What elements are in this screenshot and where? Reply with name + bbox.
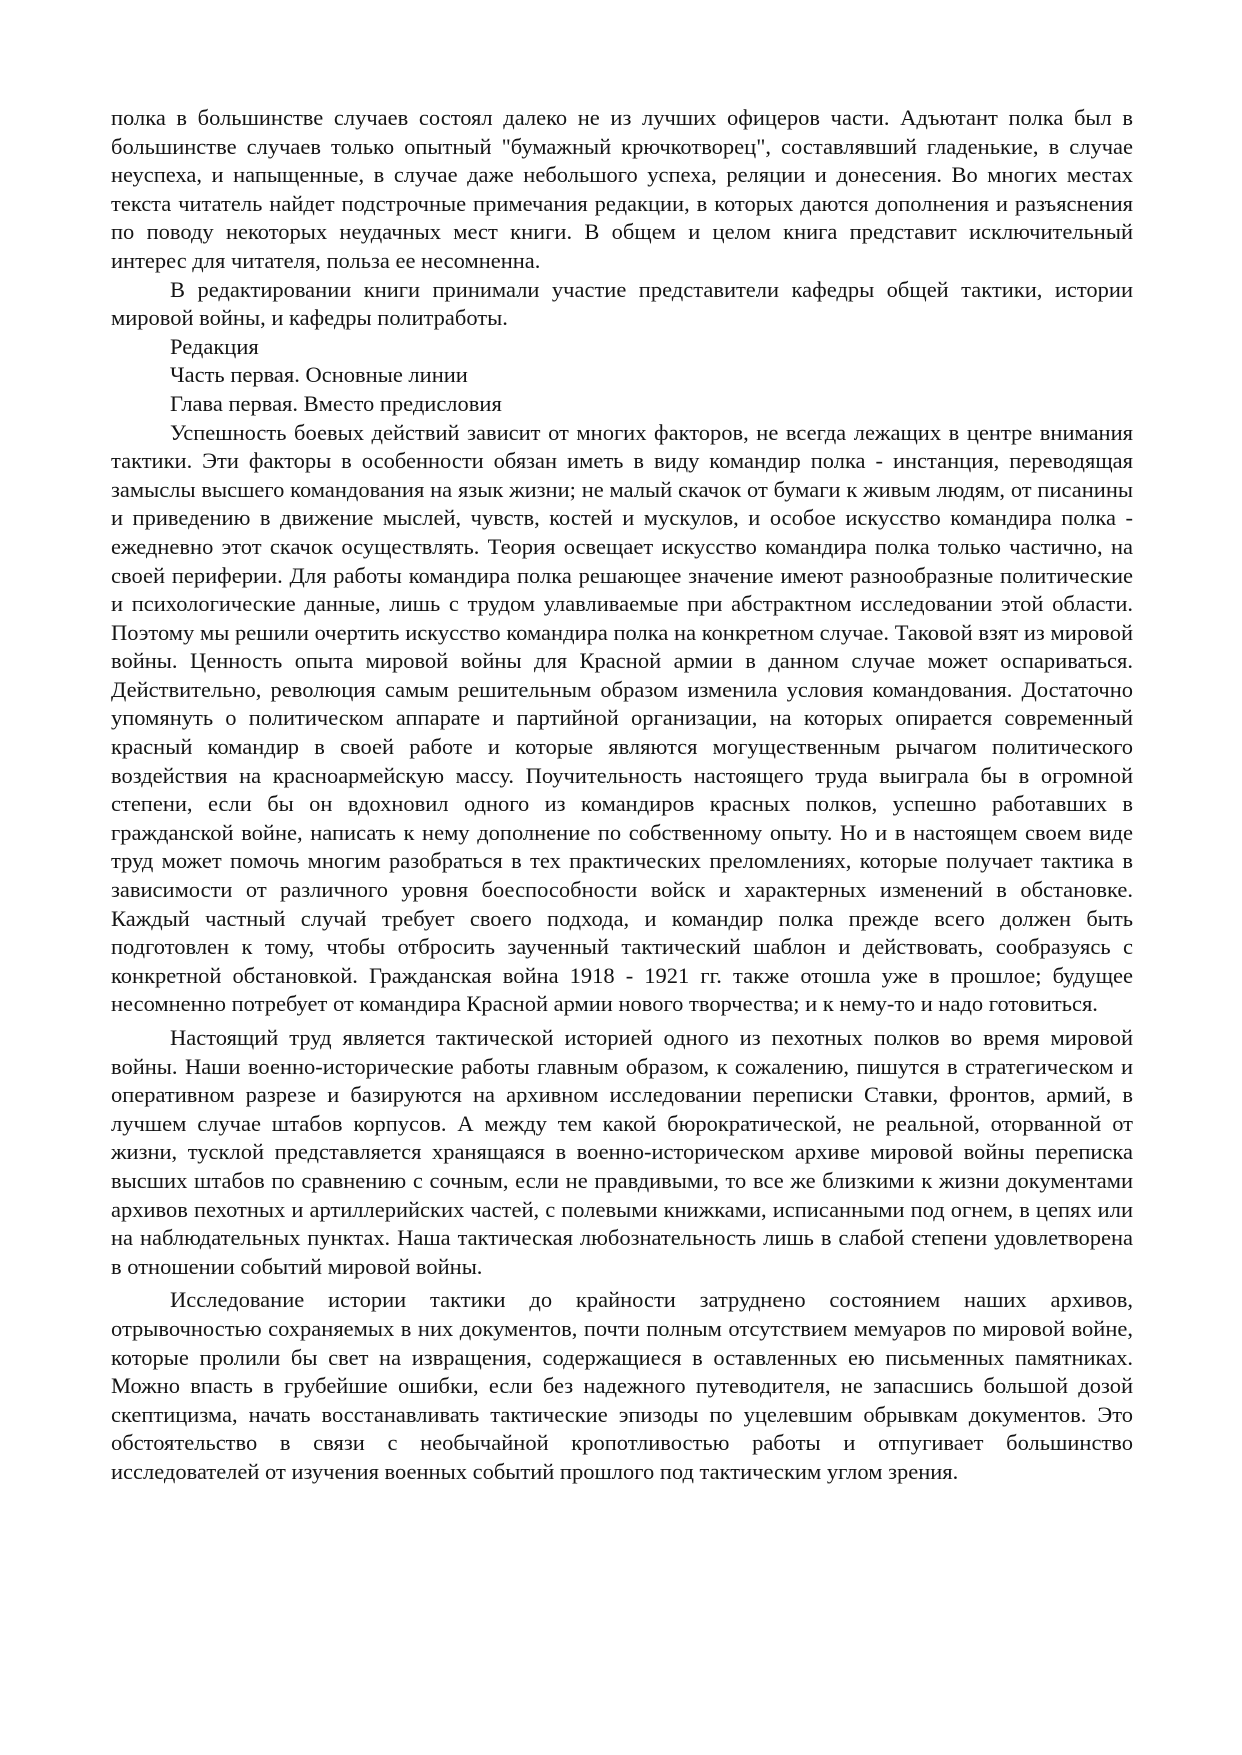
paragraph-success-factors: Успешность боевых действий зависит от многих факторов, не всегда лежащих в центре внимания тактики. Эти факторы в особенности обязан иметь в виду командир полка - инстанция, переводящая замыслы высшего командования на язык жизни; не малый скачок от бумаги к живым людям, от писанины и приведению в движение мыслей, чувств, костей и мускулов, и особое искусство командира полка - ежедневно этот скачок осуществлять. Теория освещает искусство командира полка только частично, на своей периферии. Для работы командира полка решающее значение имеют разнообразные политические и психологические данные, лишь с трудом улавливаемые при абстрактном исследовании этой области. Поэтому мы решили очертить искусство командира полка на конкретном случае. Таковой взят из мировой войны. Ценность опыта мировой войны для Красной армии в данном случае может оспариваться. Действительно, революция самым решительным образом изменила условия командования. Достаточно упомянуть о политическом аппарате и партийной организации, на которых опирается современный красный командир в своей работе и которые являются могущественным рычагом политического воздействия на красноармейскую массу. Поучительность настоящего труда выиграла бы в огромной степени, если бы он вдохновил одного из командиров красных полков, успешно работавших в гражданской войне, написать к нему дополнение по собственному опыту. Но и в настоящем своем виде труд может помочь многим разобраться в тех практических преломлениях, которые получает тактика в зависимости от различного уровня боеспособности войск и характерных изменений в обстановке. Каждый частный случай требует своего подхода, и командир полка прежде всего должен быть подготовлен к тому, чтобы отбросить заученный тактический шаблон и действовать, сообразуясь с конкретной обстановкой. Гражданская война 1918 - 1921 гг. также отошла уже в прошлое; будущее несомненно потребует от командира Красной армии нового творчества; и к нему-то и надо готовиться. [111,419,1133,1017]
paragraph-research-difficulty: Исследование истории тактики до крайности затруднено состоянием наших архивов, отрывочностью сохраняемых в них документов, почти полным отсутствием мемуаров по мировой войне, которые пролили бы свет на извращения, содержащиеся в оставленных ею письменных памятниках. Можно впасть в грубейшие ошибки, если без надежного путеводителя, не запасшись большой дозой скептицизма, начать восстанавливать тактические эпизоды по уцелевшим обрывкам документов. Это обстоятельство в связи с необычайной кропотливостью работы и отпугивает большинство исследователей от изучения военных событий прошлого под тактическим углом зрения. [111,1287,1133,1484]
paragraph-editing-note: В редактировании книги принимали участие представители кафедры общей тактики, истории мировой войны, и кафедры политработы. [111,276,1133,331]
paragraph-continuation: полка в большинстве случаев состоял далеко не из лучших офицеров части. Адъютант полка был в большинстве случаев только опытный "бумажный крючкотворец", составлявший гладенькие, в случае неуспеха, и напыщенные, в случае даже небольшого успеха, реляции и донесения. Во многих местах текста читатель найдет подстрочные примечания редакции, в которых даются дополнения и разъяснения по поводу некоторых неудачных мест книги. В общем и целом книга представит исключительный интерес для читателя, польза ее несомненна. [111,105,1133,273]
paragraph-tactical-history: Настоящий труд является тактической историей одного из пехотных полков во время мировой войны. Наши военно-исторические работы главным образом, к сожалению, пишутся в стратегическом и оперативном разрезе и базируются на архивном исследовании переписки Ставки, фронтов, армий, в лучшем случае штабов корпусов. А между тем какой бюрократической, не реальной, оторванной от жизни, тусклой представляется хранящаяся в военно-историческом архиве мировой войны переписка высших штабов по сравнению с сочным, если не правдивыми, то все же близкими к жизни документами архивов пехотных и артиллерийских частей, с полевыми книжками, исписанными под огнем, в цепях или на наблюдательных пунктах. Наша тактическая любознательность лишь в слабой степени удовлетворена в отношении событий мировой войны. [111,1025,1133,1279]
part-heading: Часть первая. Основные линии [170,362,468,388]
chapter-heading: Глава первая. Вместо предисловия [170,390,502,416]
signature-editorial: Редакция [170,333,259,359]
document-page [111,104,1133,1487]
